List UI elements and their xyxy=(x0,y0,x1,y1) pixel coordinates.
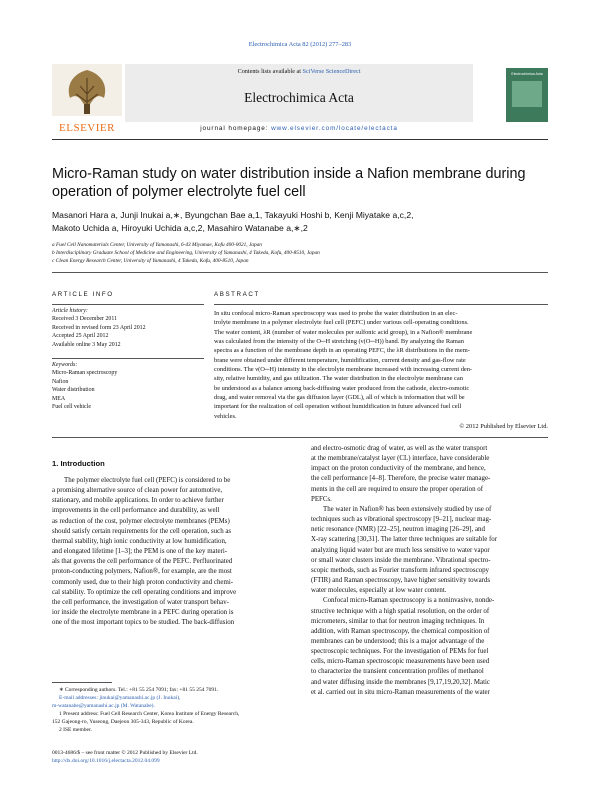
keywords xyxy=(52,361,204,411)
article-info-rule xyxy=(52,304,204,305)
text-line: techniques such as vibrational spectroscopy [9–21], nuclear mag- xyxy=(311,516,492,524)
abstract-bottom-rule xyxy=(52,437,548,438)
journal-homepage: journal homepage: www.elsevier.com/locate/electacta xyxy=(200,125,398,132)
text-line: the cell performance [4–8]. Therefore, the precise water manage- xyxy=(311,475,491,483)
article-info-heading: ARTICLE INFO xyxy=(52,291,114,298)
text-line: cells, micro-Raman spectroscopic measurements have been used xyxy=(311,658,490,666)
text-line: als that governs the cell performance of the PEFC. Perfluorinated xyxy=(52,558,233,566)
text-line: ments in the cell are required to ensure the proper operation of xyxy=(311,485,484,493)
keyword: Water distribution xyxy=(52,387,95,394)
abstract-text xyxy=(214,309,548,421)
text-line: cal stability. To optimize the cell operating conditions and improve xyxy=(52,588,237,596)
footnote: ∗ Corresponding authors. Tel.: +81 55 254 7091; fax: +81 55 254 7091. xyxy=(59,687,219,693)
abstract-line: drag, and water removal via the gas diffusion layer (GDL), all of which is information that will be xyxy=(214,394,465,402)
abstract-line: spectra as a function of the membrane depth in an operating PEFC, the λR distributions in the mem- xyxy=(214,347,470,355)
text-line: micrometers, similar to that for neutron imaging techniques. In xyxy=(311,617,485,625)
section-heading: 1. Introduction xyxy=(52,459,105,468)
journal-homepage-link[interactable]: www.elsevier.com/locate/electacta xyxy=(271,125,398,132)
text-line: addition, with Raman spectroscopy, the chemical composition of xyxy=(311,627,490,635)
text-line: or small water clusters inside the membrane. Vibrational spectro- xyxy=(311,556,491,564)
text-line: analyzing liquid water but are much less sensitive to water vapor xyxy=(311,546,490,554)
text-line: commonly used, due to their high proton conductivity and chemi- xyxy=(52,578,234,586)
issn: 0013-4686/$ – see front matter © 2012 Published by Elsevier Ltd. xyxy=(52,750,198,756)
authors-line: Masanori Hara a, Junji Inukai a,∗, Byungchan Bae a,1, Takayuki Hoshi b, Kenji Miyatake a,c,2, xyxy=(52,210,414,220)
journal-name: Electrochimica Acta xyxy=(244,90,354,105)
footnote-rule xyxy=(52,682,112,683)
abstract-line: vehicles. xyxy=(214,412,237,420)
text-line: stationary, and mobile applications. In order to achieve further xyxy=(52,497,224,505)
text-line: netic resonance (NMR) [22–25], neutron imaging [26–29], and xyxy=(311,526,485,534)
footnote: 2 ISE member. xyxy=(59,727,92,734)
affiliation: b Interdisciplinary Graduate School of Medicine and Engineering, University of Yamanashi, 4 Takeda, Kofu, 400-8510, Japan xyxy=(52,250,320,256)
footnotes xyxy=(52,686,297,735)
cover-image xyxy=(512,81,542,107)
elsevier-logo-text: ELSEVIER xyxy=(59,122,115,134)
article-history xyxy=(52,307,204,349)
journal-cover xyxy=(506,68,548,122)
text-line: the cell performance, the investigation of water transport behav- xyxy=(52,598,229,606)
front-matter xyxy=(52,749,312,765)
text-line: at the membrane/catalyst layer (CL) interface, have considerable xyxy=(311,455,490,463)
keyword: MEA xyxy=(52,395,66,402)
text-line: (FTIR) and Raman spectroscopy, have higher sensitivity towards xyxy=(311,577,491,585)
keyword: Micro-Raman spectroscopy xyxy=(52,370,118,377)
text-line: spectroscopic techniques. For the investigation of PEMs for fuel xyxy=(311,648,489,656)
text-line: and elongated lifetime [1–3]; the PEM is one of the key materi- xyxy=(52,548,228,556)
text-line: The polymer electrolyte fuel cell (PEFC) is considered to be xyxy=(64,477,231,484)
article-title xyxy=(52,165,552,201)
journal-cover-title: Electrochimica Acta xyxy=(511,72,543,76)
text-line: X-ray scattering [30,31]. The latter three techniques are suitable for xyxy=(311,536,498,544)
text-line: et al. carried out in situ micro-Raman measurements of the water xyxy=(311,688,490,696)
text-line: and water diffusing inside the membranes [9,17,19,20,32]. Matic xyxy=(311,678,490,686)
text-line: should satisfy certain requirements for the cell operation, such as xyxy=(52,527,232,535)
history-item: Received 3 December 2011 xyxy=(52,316,118,323)
history-item: Accepted 25 April 2012 xyxy=(52,333,109,340)
text-line: as reduction of the cost, polymer electrolyte membranes (PEMs) xyxy=(52,517,230,525)
elsevier-logo xyxy=(52,64,122,132)
affiliation: c Clean Energy Research Center, University of Yamanashi, 4 Takeda, Kofu, 400-8510, Japan xyxy=(52,258,249,264)
history-item: Received in revised form 23 April 2012 xyxy=(52,324,146,331)
text-line: improvements in the cell performance and durability, as well xyxy=(52,507,220,515)
text-line: ior inside the electrolyte membrane in a PEFC during operation is xyxy=(52,609,234,617)
affiliation: a Fuel Cell Nanomaterials Center, University of Yamanashi, 6-43 Miyamae, Kofu 400-0021, Japan xyxy=(52,242,262,248)
abstract-line: was calculated from the intensity of the O─H stretching (ν(O─H)) band. By analyzing the Raman xyxy=(214,338,464,346)
journal-reference[interactable]: Electrochimica Acta 82 (2012) 277–283 xyxy=(248,41,352,48)
footnote-email[interactable]: E-mail addresses: jinukai@yamanashi.ac.jp (J. Inukai), xyxy=(59,695,181,702)
title-line: Micro-Raman study on water distribution inside a Nafion membrane during xyxy=(52,166,526,182)
copyright: © 2012 Published by Elsevier Ltd. xyxy=(459,423,548,430)
title-line: operation of polymer electrolyte fuel cell xyxy=(52,184,306,200)
journal-header xyxy=(52,64,548,132)
abstract-line: be understood as a balance among back-diffusing water produced from the cathode, electro-osmotic xyxy=(214,384,470,392)
abstract-line: The water content, λR (number of water molecules per sulfonic acid group), in a Nafion® membrane xyxy=(214,328,473,336)
header-rule xyxy=(52,139,548,140)
abstract-line: trolyte membrane in a polymer electrolyte fuel cell (PEFC) under various cell-operating conditions. xyxy=(214,319,469,327)
sciverse-link[interactable]: SciVerse ScienceDirect xyxy=(302,68,361,75)
authors-line: Makoto Uchida a, Hiroyuki Uchida a,c,2, Masahiro Watanabe a,∗,2 xyxy=(52,223,308,234)
keywords-rule xyxy=(52,358,204,359)
text-line: structive technique with a high spatial resolution, on the order of xyxy=(311,607,490,615)
text-line: one of the most important topics to be studied. The back-diffusion xyxy=(52,619,235,627)
abstract-line: In situ confocal micro-Raman spectroscopy was used to probe the water distribution in an elec- xyxy=(214,310,458,317)
text-line: to characterize the transient concentration profiles of methanol xyxy=(311,668,484,676)
contents-line: Contents lists available at SciVerse ScienceDirect xyxy=(237,68,361,75)
text-line: PEFCs. xyxy=(311,495,332,503)
abstract-line: sity, relative humidity, and gas utilization. The water distribution in the electrolyte membrane can xyxy=(214,375,463,383)
abstract-line: important for the realization of cell operation without humidification in future advanced fuel cell xyxy=(214,403,462,411)
text-line: Confocal micro-Raman spectroscopy is a noninvasive, nonde- xyxy=(323,597,495,605)
history-item: Available online 3 May 2012 xyxy=(52,341,121,348)
intro-left-column xyxy=(52,476,295,628)
text-line: The water in Nafion® has been extensively studied by use of xyxy=(323,505,492,513)
footnote-email[interactable]: m-watanabe@yamanashi.ac.jp (M. Watanabe). xyxy=(52,703,155,710)
author-list xyxy=(52,209,552,236)
history-label: Article history: xyxy=(52,308,88,314)
keyword: Nafion xyxy=(52,378,69,385)
text-line: impact on the proton conductivity of the membrane, and hence, xyxy=(311,465,486,473)
text-line: and electro-osmotic drag of water, as well as the water transport xyxy=(311,445,488,452)
keywords-label: Keywords: xyxy=(52,362,78,368)
text-line: water molecules, especially at low water content. xyxy=(311,587,447,595)
text-line: membranes can be understood; this is a major advantage of the xyxy=(311,637,485,645)
text-line: thermal stability, high ionic conductivity at low humidification, xyxy=(52,537,227,545)
keyword: Fuel cell vehicle xyxy=(52,404,91,411)
text-line: proton-conducting polymers, Nafion®, for example, are the most xyxy=(52,568,232,576)
intro-right-column xyxy=(311,444,551,698)
footnote: 152 Gajeong-ro, Yuseong, Daejeon 305-343, Republic of Korea. xyxy=(52,719,194,726)
affiliations xyxy=(52,241,552,265)
text-line: scopic methods, such as Fourier transform infrared spectroscopy xyxy=(311,566,489,574)
abstract-line: brane were obtained under different temperature, humidification, current density and gas-flow rate xyxy=(214,356,466,364)
header-band xyxy=(125,64,473,122)
doi-link[interactable]: http://dx.doi.org/10.1016/j.electacta.2012.04.099 xyxy=(52,758,160,765)
abstract-rule xyxy=(214,304,548,305)
footnote: 1 Present address: Fuel Cell Research Center, Korea Institute of Energy Research, xyxy=(59,711,240,718)
abstract-line: conditions. The ν(O─H) intensity in the electrolyte membrane increased with increasing current den- xyxy=(214,366,473,374)
affiliations-rule xyxy=(52,272,548,273)
abstract-heading: ABSTRACT xyxy=(214,291,260,298)
text-line: a promising alternative source of clean power for automotive, xyxy=(52,487,223,495)
